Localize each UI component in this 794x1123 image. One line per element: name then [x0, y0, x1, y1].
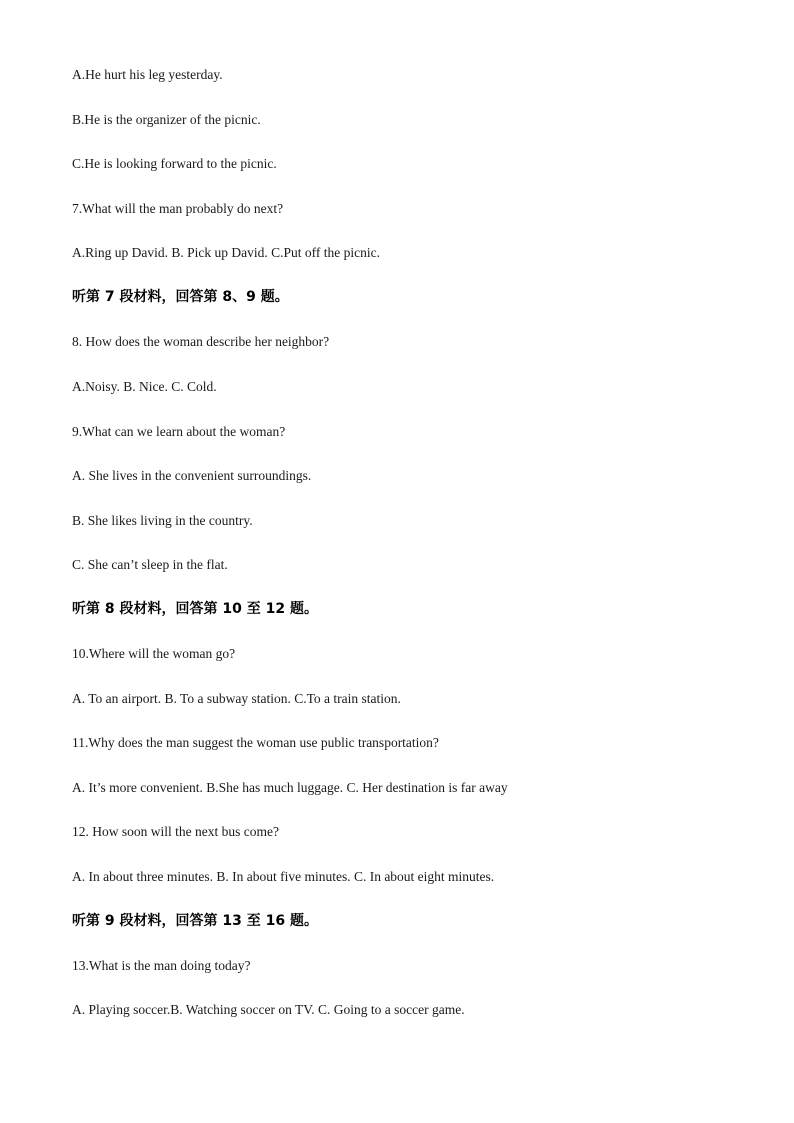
option-9c: C. She can’t sleep in the flat. [72, 557, 228, 572]
question-9: 9.What can we learn about the woman? [72, 424, 286, 439]
section-heading-8: 听第 8 段材料，回答第 10 至 12 题。 [72, 601, 318, 617]
question-13: 13.What is the man doing today? [72, 958, 251, 973]
options-8: A.Noisy. B. Nice. C. Cold. [72, 379, 217, 394]
option-9b: B. She likes living in the country. [72, 513, 253, 528]
question-10: 10.Where will the woman go? [72, 646, 236, 661]
option-9a: A. She lives in the convenient surroundings. [72, 468, 312, 483]
question-7: 7.What will the man probably do next? [72, 201, 284, 216]
options-11: A. It’s more convenient. B.She has much luggage. C. Her destination is far away [72, 780, 508, 795]
section-heading-7: 听第 7 段材料，回答第 8、9 题。 [72, 289, 289, 305]
question-12: 12. How soon will the next bus come? [72, 824, 279, 839]
option-6b: B.He is the organizer of the picnic. [72, 112, 261, 127]
options-13: A. Playing soccer.B. Watching soccer on TV. C. Going to a soccer game. [72, 1002, 465, 1017]
options-7: A.Ring up David. B. Pick up David. C.Put off the picnic. [72, 245, 380, 260]
options-12: A. In about three minutes. B. In about five minutes. C. In about eight minutes. [72, 869, 495, 884]
question-8: 8. How does the woman describe her neighbor? [72, 334, 330, 349]
question-11: 11.Why does the man suggest the woman use public transportation? [72, 735, 439, 750]
section-heading-9: 听第 9 段材料，回答第 13 至 16 题。 [72, 913, 318, 929]
option-6a: A.He hurt his leg yesterday. [72, 67, 223, 82]
option-6c: C.He is looking forward to the picnic. [72, 156, 277, 171]
options-10: A. To an airport. B. To a subway station. C.To a train station. [72, 691, 401, 706]
